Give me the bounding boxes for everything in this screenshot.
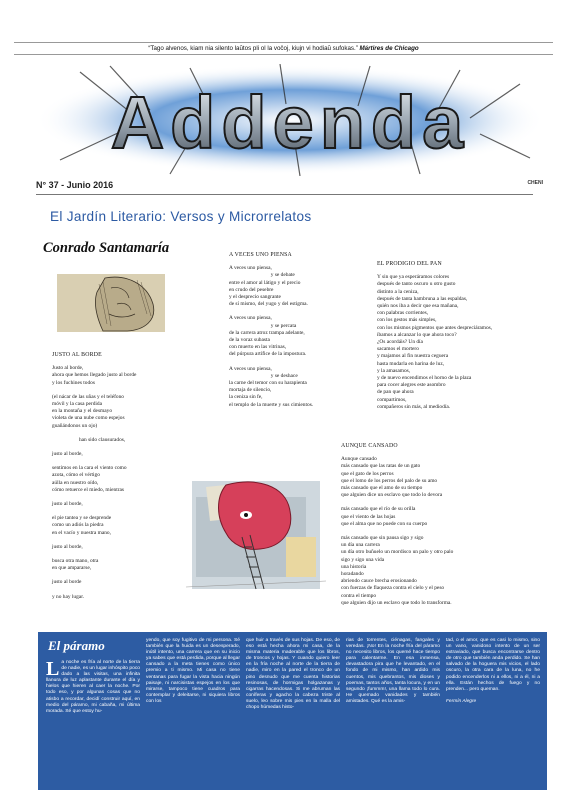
paramo-text: a noche es fría al norte de la tierra de nadie, es un lugar inhóspito poco dado a las visitas, una infinita llanura de luz aplastante durante el día y hielos que hieren al caer la noche. Por todo eso, y por algunas cosas que no atisbo a recordar, decidí construir aquí, en medio del páramo, mi cabaña, mi última morada. Sé que estoy hu- <box>46 660 140 714</box>
paramo-column-5 <box>446 638 540 705</box>
poem-line: que alguien dice un esclavo que todo lo devora <box>341 492 443 499</box>
poem-line: sigo y sigo una vida <box>341 556 385 563</box>
issue-number: N° 37 - Junio 2016 <box>36 180 114 190</box>
poem-line: A veces uno piensa, <box>229 315 272 322</box>
paramo-column-2 <box>146 638 240 705</box>
stanza-gap <box>52 587 192 594</box>
poem-line: hasta mudarla en harina de luz, <box>377 360 445 367</box>
poem-aunque-cansado <box>341 443 547 607</box>
poem-line: el pie tantea y se desprende <box>52 515 112 522</box>
paramo-column-4 <box>346 638 440 705</box>
poem-line: el templo de la muerte y sus cimientos. <box>229 401 314 408</box>
stanza-gap <box>52 494 192 501</box>
masthead-logo <box>40 64 540 176</box>
poem-line: más cansado que el río de su orilla <box>341 506 416 513</box>
poem-line: en crudo del pesebre <box>229 286 274 293</box>
poem-line: compañeros sin más, al mediodía. <box>377 403 451 410</box>
stanza-gap <box>52 387 192 394</box>
paramo-text: yendo, que soy fugitivo de mi persona. Sé también que la huida es un desesperado, inútil intento, una carrera que en su inicio ya sabes que está perdida, porque al llegar cansado a la meta tienes como único premio a ti mismo. Mi casa no tiene ventanas para fugar la vista hacia ningún paisaje, ni narcisistas espejos en los que mirarse, tampoco tiene cuadros para contemplar y deleitarse, ni siquiera libros con los <box>146 638 240 704</box>
stanza-gap <box>229 308 379 315</box>
paramo-text: tad, o el amor, que es casi lo mismo, sino un vano, vanidoso intento de un ser extraviado, que busca encontrarse dentro de otro que también anda perdido. Se han salvado de la hoguera mis vicios, el lado oscuro, la otra cara de la luna, no he podido encenderlos ni a ellos, ni a él, ni a ella. Están hechos de fuego y no prenden... pero queman. <box>446 638 540 692</box>
poem-line: (el nácar de las uñas y el teléfono <box>52 393 124 400</box>
poem-line: la ceniza sin fe, <box>229 394 263 401</box>
poem-line: del púrpura artífice de la impostura. <box>229 351 307 358</box>
poem-line: una historia <box>341 563 367 570</box>
poem-line: de la carrera atroz trampa adelante, <box>229 329 305 336</box>
paramo-dropcap: L <box>46 658 60 680</box>
poem-line: cómo retuerce el miedo, mientras <box>52 486 124 493</box>
author-portrait-illustration <box>57 274 165 332</box>
poem-line: Justo al borde, <box>52 365 84 372</box>
poem-line: quién nos iba a decir que esa mañana, <box>377 303 459 310</box>
header-quote-author: Mártires de Chicago <box>359 45 419 52</box>
poem-line: azota, cómo el vértigo <box>52 472 100 479</box>
author-name: Conrado Santamaría <box>43 240 170 256</box>
header-quote: “Tago alvenos, kiam nia silento laŭtos pli ol la voĉoj, kiujn vi hodiaŭ sufokas.” <box>148 45 358 52</box>
poem-line: justo al borde, <box>52 501 83 508</box>
poem-line: y el desprecio sangrante <box>229 294 281 301</box>
poem-title: EL PRODIGIO DEL PAN <box>377 261 442 267</box>
stanza-gap <box>341 528 547 535</box>
stanza-gap <box>341 499 547 506</box>
poem-line: la carne del temor con su harapienta <box>229 380 307 387</box>
poem-line: sacamos el mortero <box>377 346 419 353</box>
poem-line: más cansado que las ratas de un gato <box>341 463 421 470</box>
poem-line: y la amasamos, <box>377 367 411 374</box>
poem-line: para cocer alegres este asombro <box>377 382 446 389</box>
el-paramo-panel <box>38 632 547 790</box>
poem-line: ahora que hemos llegado justo al borde <box>52 372 137 379</box>
poem-title: A VECES UNO PIENSA <box>229 252 292 258</box>
poem-line: que el alma que no puede con su cuerpo <box>341 520 428 527</box>
header-divider <box>36 194 533 195</box>
poem-line: mortaja de silencio, <box>229 387 272 394</box>
collage-art <box>186 477 326 595</box>
stanza-gap <box>229 359 379 366</box>
poem-line: entre el amor al látigo y el precio <box>229 279 301 286</box>
poem-line: A veces uno piensa, <box>229 265 272 272</box>
poem-line: distinto a la ceniza, <box>377 288 419 295</box>
poem-body <box>52 365 192 601</box>
poem-line: contra el tiempo <box>341 592 377 599</box>
paramo-column-3 <box>246 638 340 711</box>
poem-body <box>229 265 379 409</box>
poem-line: que alguien dijo un esclavo que todo lo transforma. <box>341 599 452 606</box>
poem-line: y de nuevo encendimos el horno de la plaza <box>377 375 472 382</box>
poem-line: Aunque cansado <box>341 456 377 463</box>
poem-line: con los mismos pigmentos que antes despreciáramos, <box>377 324 493 331</box>
stanza-gap <box>52 537 192 544</box>
poem-line: con los gestos más simples, <box>377 317 437 324</box>
stanza-gap <box>52 458 192 465</box>
poem-line: que el viento de las hojas <box>341 513 396 520</box>
poem-line: abriendo cauce brecha erosionando <box>341 578 417 585</box>
poem-line: y se percata <box>229 322 297 329</box>
poem-title: AUNQUE CANSADO <box>341 443 398 449</box>
stanza-gap <box>52 572 192 579</box>
poem-line: más cansado que el amo de su tiempo <box>341 485 423 492</box>
poem-line: de la voraz subasta <box>229 337 270 344</box>
poem-line: violeta de una nube como espejos <box>52 415 125 422</box>
poem-line: después de tanta hambruna a las espaldas, <box>377 295 468 302</box>
poem-line: guañándonos un ojo) <box>52 422 98 429</box>
paramo-signature: Fermín Alegre <box>446 698 477 704</box>
poem-line: en el vacío y nuestra mano, <box>52 529 111 536</box>
poem-line: y se deshace <box>229 372 298 379</box>
poem-line: después de tanto oscuro u otro gusto <box>377 281 456 288</box>
poem-body <box>377 274 547 411</box>
poem-line: como un adiós la piedra <box>52 522 104 529</box>
poem-line: de pan que ahora <box>377 389 414 396</box>
section-title: El Jardín Literario: Versos y Microrrelatos <box>50 209 312 224</box>
paramo-title: El páramo <box>48 638 105 653</box>
paramo-column-1 <box>46 660 140 715</box>
illustrator-credit: CHENI <box>527 180 543 186</box>
poem-line: en la montaña y el desmayo <box>52 408 113 415</box>
poem-line: con muerto en las vitrinas, <box>229 344 287 351</box>
poem-justo-al-borde <box>52 352 192 601</box>
poem-line: un día otro buñuelo un mordisco un palo y otro palo <box>341 549 454 556</box>
poem-line: y no hay lugar. <box>52 593 85 600</box>
poem-line: compartimos, <box>377 396 407 403</box>
poem-line: justo al borde, <box>52 543 83 550</box>
stanza-gap <box>52 508 192 515</box>
poem-line: horadando <box>341 571 364 578</box>
poem-line: A veces uno piensa, <box>229 365 272 372</box>
poem-line: un día una carrera <box>341 542 380 549</box>
poem-line: y se debate <box>229 272 295 279</box>
stanza-gap <box>52 444 192 451</box>
poem-line: busca otra mano, otra <box>52 558 99 565</box>
poem-line: de sí mismo, del yugo y del estigma. <box>229 301 308 308</box>
poem-title: JUSTO AL BORDE <box>52 352 102 358</box>
stanza-gap <box>52 551 192 558</box>
poem-el-prodigio-del-pan <box>377 261 547 411</box>
poem-line: que el gato de los perros <box>341 470 394 477</box>
poem-line: justo al borde <box>52 579 82 586</box>
poem-line: más cansado que sin pausa sigo y sigo <box>341 535 424 542</box>
poem-a-veces-uno-piensa <box>229 252 379 409</box>
poem-line: con fuerzas de flaqueza contra el cielo y el peso <box>341 585 445 592</box>
poem-line: móvil y la casa perdida <box>52 401 102 408</box>
poem-line: con palabras corrientes, <box>377 310 429 317</box>
poem-line: sentimos en la cara el viento como <box>52 465 127 472</box>
poem-line: íbamos a alcanzar lo que ahora toco? <box>377 331 457 338</box>
paramo-text: que huir a través de sus hojas. De eso, de eso está hecha ahora mi casa, de la misma materia maderable que los libros, de troncos y hojas. Y cuando quiero leer en la fría noche al norte de la tierra de nadie, miro en la pared el tronco de un pino desnudo que me cuenta historias resinosas, de hormigas holgazanas y cigarras hacendosas. Si me abruman las coníferas y agacho la cabeza triste al suelo, leo sobre mis pies en la malla del chopo húmedas histo- <box>246 638 340 711</box>
paramo-text: rias de torrentes, ciénagas, fangales y veredas. ¡No! En la noche fría del páramo no necesito libros, los quemé hace tiempo para calentarme. En esa inmensa, devastadora pira que he levantado, en el fondo de mi mismo, han ardido mis cuentos, mis quebrantos, mis dioses y poemas, tantos años, tanta locura, y en un segundo ¡fummm!, una llama todo lo cura. He quemado vanidades y también amistades. Qué es la amis- <box>346 638 440 704</box>
poem-line: justo al borde, <box>52 451 83 458</box>
poem-line: han sido clausurados, <box>52 436 126 443</box>
masthead-title: Addenda <box>110 81 470 164</box>
poem-line: Y sin que ya esperáramos colores <box>377 274 450 281</box>
portrait-sketch <box>57 274 165 332</box>
poem-body <box>341 456 547 607</box>
poem-line: ¿Os acordáis? Un día <box>377 339 423 346</box>
poem-line: y majamos al fin nuestra ceguera <box>377 353 449 360</box>
collage-illustration <box>186 477 326 595</box>
header-quote-bar <box>14 42 553 55</box>
masthead-art <box>40 64 540 176</box>
poem-line: en que ampararse, <box>52 565 92 572</box>
poem-line: aúlla en nuestro oído, <box>52 479 99 486</box>
poem-line: y los fuchines todos <box>52 379 95 386</box>
stanza-gap <box>52 430 192 437</box>
poem-line: que el lomo de los perros del palo de su amo <box>341 477 438 484</box>
